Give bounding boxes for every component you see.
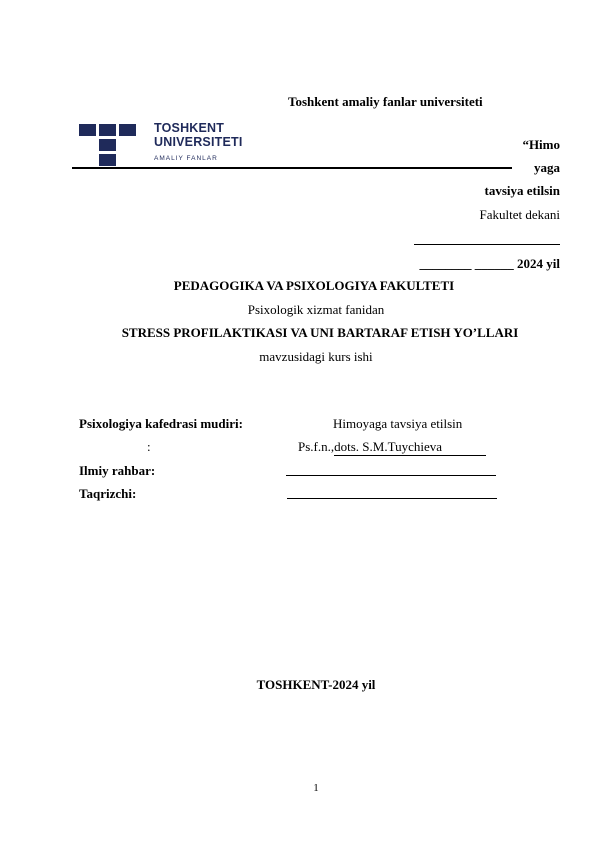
supervisor-label: Ilmiy rahbar:: [79, 463, 156, 478]
logo-subtitle: AMALIY FANLAR: [154, 155, 218, 162]
university-name: Toshkent amaliy fanlar universiteti: [288, 94, 483, 109]
reviewer-signature-line: [287, 498, 497, 499]
approval-date: [420, 256, 560, 272]
dean-signature-line: [414, 244, 560, 245]
header-rule: [72, 167, 512, 169]
page-number: 1: [313, 782, 319, 794]
topic-title: STRESS PROFILAKTIKASI VA UNI BARTARAF ETISH YO’LLARI: [121, 325, 519, 340]
recommend-line: Himoyaga tavsiya etilsin: [333, 416, 463, 431]
date-blanks: ________ ______: [419, 256, 514, 271]
dean-label: Fakultet dekani: [479, 207, 560, 222]
department-head-name: [298, 439, 486, 456]
department-head-label: Psixologiya kafedrasi mudiri:: [79, 416, 243, 431]
head-name-underlined: dots. S.M.Tuychieva: [334, 439, 486, 456]
university-logo-icon: [79, 124, 139, 166]
approval-line2: yaga: [534, 160, 560, 175]
head-name-prefix: Ps.f.n.,: [298, 439, 335, 454]
approval-line3: tavsiya etilsin: [484, 183, 560, 198]
subject-line: Psixologik xizmat fanidan: [247, 302, 385, 317]
work-type: mavzusidagi kurs ishi: [259, 349, 373, 364]
approval-year: 2024 yil: [517, 256, 560, 271]
supervisor-signature-line: [286, 475, 496, 476]
city-year: TOSHKENT-2024 yil: [256, 677, 376, 692]
department-head-colon: :: [147, 439, 151, 454]
reviewer-label: Taqrizchi:: [79, 486, 137, 501]
approval-line1: “Himo: [522, 137, 560, 152]
faculty-title: PEDAGOGIKA VA PSIXOLOGIYA FAKULTETI: [173, 278, 455, 293]
logo-text-line2: UNIVERSITETI: [154, 135, 243, 149]
logo-text-line1: TOSHKENT: [154, 121, 225, 135]
